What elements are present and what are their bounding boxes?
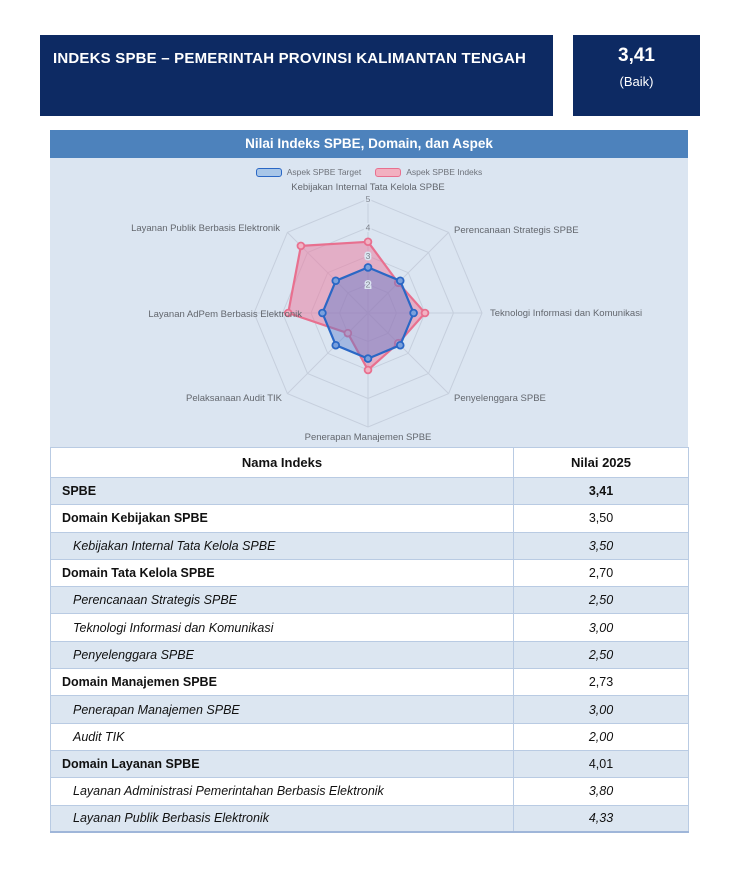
column-header-value: Nilai 2025 (514, 448, 689, 478)
table-row (51, 696, 689, 723)
table-row (51, 805, 689, 832)
index-name-cell: Domain Kebijakan SPBE (51, 505, 514, 532)
table-row (51, 723, 689, 750)
axis-label: Kebijakan Internal Tata Kelola SPBE (291, 182, 445, 193)
index-value-cell: 4,01 (514, 750, 689, 777)
index-name-cell: Domain Layanan SPBE (51, 750, 514, 777)
index-value-cell: 3,80 (514, 778, 689, 805)
axis-label: Pelaksanaan Audit TIK (186, 393, 282, 404)
score-value: 3,41 (618, 45, 655, 66)
legend-item-target (256, 167, 362, 177)
indeks-swatch-icon (375, 168, 401, 177)
chart-legend (50, 167, 688, 177)
index-value-cell: 2,70 (514, 559, 689, 586)
table-row (51, 478, 689, 505)
index-name-cell: Perencanaan Strategis SPBE (51, 587, 514, 614)
axis-label: Perencanaan Strategis SPBE (454, 225, 579, 236)
table-row (51, 641, 689, 668)
report-header (40, 35, 700, 116)
radar-chart (50, 158, 688, 447)
index-value-cell: 2,73 (514, 669, 689, 696)
index-name-cell: Domain Manajemen SPBE (51, 669, 514, 696)
table-row (51, 532, 689, 559)
svg-text:2: 2 (365, 279, 371, 290)
axis-label: Penerapan Manajemen SPBE (304, 432, 432, 443)
report-title-bar (40, 35, 553, 116)
index-value-cell: 2,50 (514, 587, 689, 614)
legend-label-indeks: Aspek SPBE Indeks (406, 167, 483, 177)
index-table (50, 447, 689, 833)
score-badge (573, 35, 700, 116)
index-value-cell: 2,50 (514, 641, 689, 668)
legend-label-target: Aspek SPBE Target (286, 167, 362, 177)
index-value-cell: 3,50 (514, 532, 689, 559)
chart-card (50, 130, 688, 447)
table-row (51, 750, 689, 777)
table-row (51, 778, 689, 805)
page-title: INDEKS SPBE – PEMERINTAH PROVINSI KALIMANTAN TENGAH (53, 50, 527, 67)
chart-title: Nilai Indeks SPBE, Domain, dan Aspek (50, 130, 688, 158)
table-row (51, 587, 689, 614)
svg-text:5: 5 (365, 194, 371, 204)
score-grade: (Baik) (619, 74, 654, 89)
axis-label: Penyelenggara SPBE (454, 393, 546, 404)
table-body (51, 478, 689, 833)
index-value-cell: 3,00 (514, 614, 689, 641)
index-value-cell: 3,41 (514, 478, 689, 505)
index-name-cell: Domain Tata Kelola SPBE (51, 559, 514, 586)
radar-svg (50, 158, 688, 447)
index-name-cell: Teknologi Informasi dan Komunikasi (51, 614, 514, 641)
table-row (51, 614, 689, 641)
column-header-name: Nama Indeks (51, 448, 514, 478)
index-name-cell: Layanan Publik Berbasis Elektronik (51, 805, 514, 832)
table-row (51, 669, 689, 696)
index-name-cell: Penyelenggara SPBE (51, 641, 514, 668)
index-value-cell: 3,50 (514, 505, 689, 532)
index-name-cell: SPBE (51, 478, 514, 505)
axis-label: Layanan AdPem Berbasis Elektronik (148, 309, 302, 320)
legend-item-indeks (375, 167, 482, 177)
svg-text:4: 4 (365, 222, 371, 233)
target-swatch-icon (256, 168, 282, 177)
index-value-cell: 3,00 (514, 696, 689, 723)
svg-text:3: 3 (365, 251, 371, 261)
index-value-cell: 4,33 (514, 805, 689, 832)
index-value-cell: 2,00 (514, 723, 689, 750)
index-name-cell: Layanan Administrasi Pemerintahan Berbasis Elektronik (51, 778, 514, 805)
index-name-cell: Audit TIK (51, 723, 514, 750)
index-name-cell: Penerapan Manajemen SPBE (51, 696, 514, 723)
table-header-row (51, 448, 689, 478)
axis-label: Teknologi Informasi dan Komunikasi (490, 308, 643, 319)
axis-label: Layanan Publik Berbasis Elektronik (131, 223, 280, 234)
table-row (51, 559, 689, 586)
table-row (51, 505, 689, 532)
index-name-cell: Kebijakan Internal Tata Kelola SPBE (51, 532, 514, 559)
